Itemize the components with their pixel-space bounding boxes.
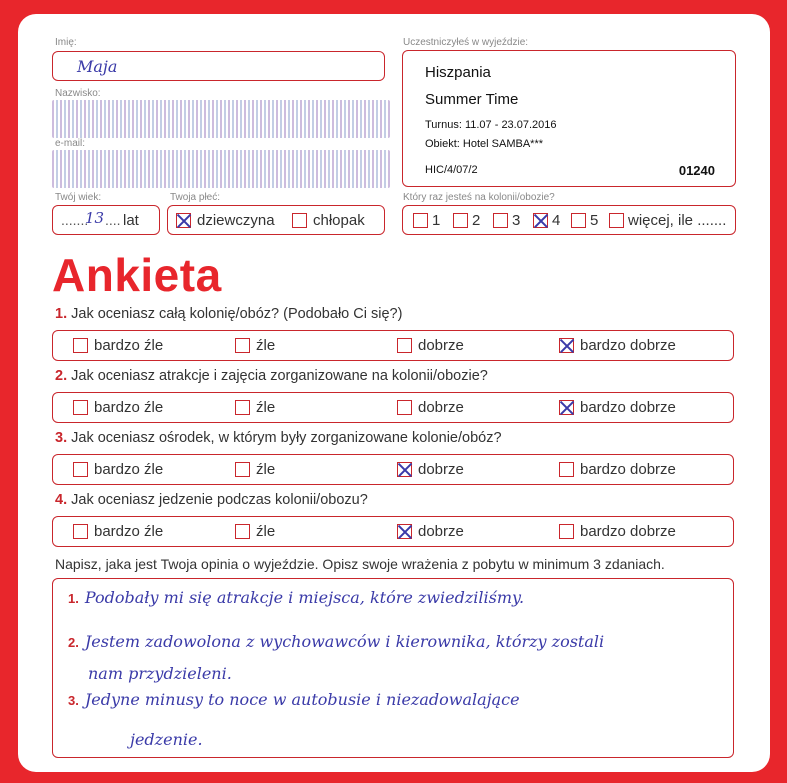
obiekt-value: Hotel SAMBA*** <box>462 138 544 150</box>
turnus-value: 11.07 - 23.07.2016 <box>464 119 557 131</box>
question-text <box>55 306 402 322</box>
opinion-line <box>68 632 604 651</box>
opinion-line <box>68 588 524 607</box>
gender-option-label: dziewczyna <box>197 211 275 229</box>
rating-option[interactable] <box>73 517 163 546</box>
checkbox-icon[interactable] <box>559 524 574 539</box>
trip-country: Hiszpania <box>425 64 491 81</box>
checkbox-icon[interactable] <box>413 213 428 228</box>
opinion-line-text: Jestem zadowolona z wychowawców i kierownika, którzy zostali <box>84 632 605 651</box>
obiekt-label: Obiekt: <box>425 138 460 150</box>
trip-label: Uczestniczyłeś w wyjeździe: <box>403 37 529 48</box>
which-time-label: Który raz jesteś na kolonii/obozie? <box>403 192 555 203</box>
checkbox-icon[interactable] <box>73 338 88 353</box>
which-time-label-1: 1 <box>432 211 441 229</box>
rating-option-label: źle <box>256 523 276 540</box>
age-dots-left: ....... <box>61 212 89 228</box>
rating-option-label: dobrze <box>418 399 464 416</box>
checkbox-icon[interactable] <box>571 213 586 228</box>
gender-field <box>167 205 385 235</box>
opinion-line <box>130 730 203 749</box>
rating-option[interactable] <box>73 331 163 360</box>
rating-option-label: bardzo źle <box>94 523 164 540</box>
rating-option[interactable] <box>559 517 676 546</box>
rating-option[interactable] <box>559 455 676 484</box>
question-number: 4. <box>55 492 68 508</box>
which-time-3[interactable] <box>493 206 520 234</box>
opinion-line-number: 1. <box>68 591 79 606</box>
which-time-more[interactable] <box>609 206 726 234</box>
opinion-line-text: jedzenie. <box>130 730 203 749</box>
rating-option[interactable] <box>235 455 275 484</box>
question-label: Jak oceniasz ośrodek, w którym były zorganizowane kolonie/obóz? <box>71 430 502 446</box>
rating-option[interactable] <box>73 393 163 422</box>
surname-label: Nazwisko: <box>55 88 101 99</box>
opinion-line <box>88 664 232 683</box>
rating-option[interactable] <box>235 517 275 546</box>
checkbox-icon[interactable] <box>397 462 412 477</box>
which-time-field <box>402 205 736 235</box>
checkbox-icon[interactable] <box>453 213 468 228</box>
question-number: 2. <box>55 368 68 384</box>
gender-option-label: chłopak <box>313 211 365 229</box>
opinion-line-text: Podobały mi się atrakcje i miejsca, które zwiedziliśmy. <box>84 588 525 607</box>
form-number: 01240 <box>678 163 715 178</box>
turnus-label: Turnus: <box>425 119 462 131</box>
rating-option-label: bardzo źle <box>94 337 164 354</box>
opinion-line <box>68 690 520 709</box>
checkbox-icon[interactable] <box>292 213 307 228</box>
question-text <box>55 368 488 384</box>
rating-option[interactable] <box>397 393 464 422</box>
rating-option-label: dobrze <box>418 461 464 478</box>
rating-row <box>52 330 734 361</box>
question-text <box>55 430 502 446</box>
question-label: Jak oceniasz całą kolonię/obóz? (Podobało Ci się?) <box>71 306 403 322</box>
checkbox-icon[interactable] <box>559 338 574 353</box>
rating-option[interactable] <box>397 331 464 360</box>
age-unit: lat <box>123 212 139 229</box>
gender-option-girl[interactable] <box>176 206 275 234</box>
gender-label: Twoja płeć: <box>170 192 221 203</box>
name-label: Imię: <box>55 37 77 48</box>
rating-option-label: bardzo dobrze <box>580 523 676 540</box>
checkbox-icon[interactable] <box>397 400 412 415</box>
checkbox-icon[interactable] <box>73 524 88 539</box>
rating-option-label: dobrze <box>418 337 464 354</box>
rating-option-label: bardzo dobrze <box>580 337 676 354</box>
which-time-4[interactable] <box>533 206 560 234</box>
which-time-label-3: 3 <box>512 211 521 229</box>
which-time-label-more: więcej, ile ....... <box>628 211 727 229</box>
rating-option[interactable] <box>235 331 275 360</box>
checkbox-icon[interactable] <box>559 462 574 477</box>
age-field[interactable] <box>52 205 160 235</box>
checkbox-icon[interactable] <box>397 524 412 539</box>
rating-row <box>52 516 734 547</box>
checkbox-icon[interactable] <box>533 213 548 228</box>
checkbox-icon[interactable] <box>73 462 88 477</box>
email-label: e-mail: <box>55 138 86 149</box>
turnus-row <box>425 119 557 131</box>
checkbox-icon[interactable] <box>235 400 250 415</box>
name-field[interactable] <box>52 51 385 81</box>
opinion-line-number: 2. <box>68 635 79 650</box>
checkbox-icon[interactable] <box>235 462 250 477</box>
checkbox-icon[interactable] <box>559 400 574 415</box>
question-number: 1. <box>55 306 68 322</box>
rating-option-label: bardzo źle <box>94 461 164 478</box>
rating-option[interactable] <box>397 455 464 484</box>
opinion-line-number: 3. <box>68 693 79 708</box>
rating-option-label: bardzo dobrze <box>580 461 676 478</box>
age-dots-right: .... <box>105 212 121 228</box>
checkbox-icon[interactable] <box>493 213 508 228</box>
trip-card <box>402 50 736 187</box>
survey-title: Ankieta <box>52 249 222 301</box>
checkbox-icon[interactable] <box>397 338 412 353</box>
gender-option-boy[interactable] <box>292 206 365 234</box>
opinion-prompt: Napisz, jaka jest Twoja opinia o wyjeździe. Opisz swoje wrażenia z pobytu w minimum 3 zdaniach. <box>55 556 665 572</box>
age-label: Twój wiek: <box>55 192 102 203</box>
trip-name: Summer Time <box>425 91 519 108</box>
rating-option-label: bardzo dobrze <box>580 399 676 416</box>
which-time-1[interactable] <box>413 206 440 234</box>
which-time-5[interactable] <box>571 206 598 234</box>
which-time-label-5: 5 <box>590 211 599 229</box>
checkbox-icon[interactable] <box>609 213 624 228</box>
checkbox-icon[interactable] <box>73 400 88 415</box>
rating-option-label: bardzo źle <box>94 399 164 416</box>
rating-row <box>52 392 734 423</box>
rating-option-label: źle <box>256 337 276 354</box>
age-value: 13 <box>85 209 105 227</box>
rating-option-label: dobrze <box>418 523 464 540</box>
which-time-2[interactable] <box>453 206 480 234</box>
obiekt-row <box>425 138 543 150</box>
rating-option[interactable] <box>235 393 275 422</box>
rating-option[interactable] <box>73 455 163 484</box>
opinion-line-text: Jedyne minusy to noce w autobusie i niezadowalające <box>84 690 520 709</box>
question-number: 3. <box>55 430 68 446</box>
question-text <box>55 492 368 508</box>
opinion-line-text: nam przydzieleni. <box>88 664 232 683</box>
email-redacted <box>52 150 390 188</box>
question-label: Jak oceniasz atrakcje i zajęcia zorganizowane na kolonii/obozie? <box>71 368 488 384</box>
rating-option[interactable] <box>559 393 676 422</box>
which-time-label-2: 2 <box>472 211 481 229</box>
trip-code: HIC/4/07/2 <box>425 164 478 176</box>
checkbox-icon[interactable] <box>235 524 250 539</box>
checkbox-icon[interactable] <box>235 338 250 353</box>
rating-option-label: źle <box>256 461 276 478</box>
which-time-label-4: 4 <box>552 211 561 229</box>
surname-redacted <box>52 100 390 138</box>
rating-option-label: źle <box>256 399 276 416</box>
rating-option[interactable] <box>397 517 464 546</box>
question-label: Jak oceniasz jedzenie podczas kolonii/obozu? <box>71 492 368 508</box>
name-value: Maja <box>77 57 118 76</box>
checkbox-icon[interactable] <box>176 213 191 228</box>
rating-option[interactable] <box>559 331 676 360</box>
rating-row <box>52 454 734 485</box>
